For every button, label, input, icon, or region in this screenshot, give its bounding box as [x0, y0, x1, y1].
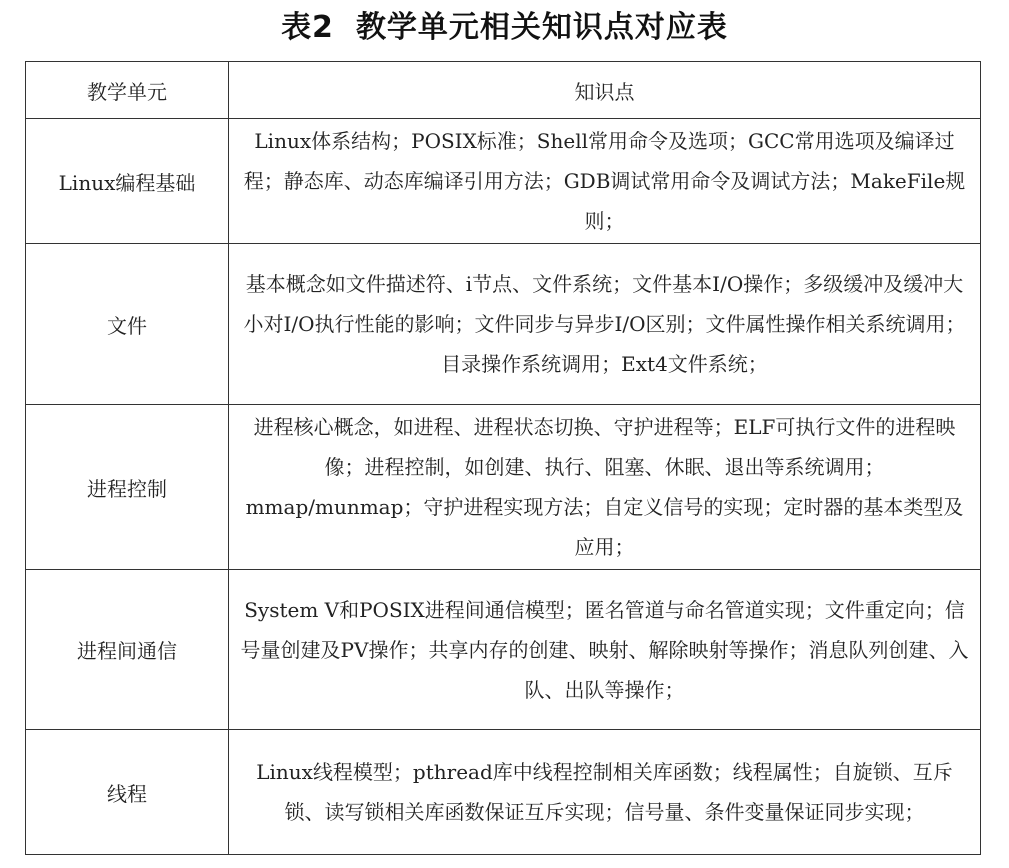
table-row: [26, 570, 981, 730]
header-row: [26, 62, 981, 119]
points-cell: 基本概念如文件描述符、i节点、文件系统；文件基本I/O操作；多级缓冲及缓冲大小对I/O执行性能的影响；文件同步与异步I/O区别；文件属性操作相关系统调用；目录操作系统调用；Ext4文件系统；: [229, 244, 981, 405]
table-row: [26, 730, 981, 855]
header-points: 知识点: [229, 62, 981, 119]
table-number: 表2: [281, 10, 334, 45]
points-cell: Linux线程模型；pthread库中线程控制相关库函数；线程属性；自旋锁、互斥锁、读写锁相关库函数保证互斥实现；信号量、条件变量保证同步实现；: [229, 730, 981, 855]
unit-cell: 进程间通信: [26, 570, 229, 730]
table-caption: [0, 6, 1009, 50]
table-title: 教学单元相关知识点对应表: [355, 10, 728, 45]
header-unit: 教学单元: [26, 62, 229, 119]
table-row: [26, 244, 981, 405]
table-row: [26, 405, 981, 570]
points-cell: Linux体系结构；POSIX标准；Shell常用命令及选项；GCC常用选项及编译过程；静态库、动态库编译引用方法；GDB调试常用命令及调试方法；MakeFile规则；: [229, 119, 981, 244]
points-cell: System V和POSIX进程间通信模型；匿名管道与命名管道实现；文件重定向；信号量创建及PV操作；共享内存的创建、映射、解除映射等操作；消息队列创建、入队、出队等操作；: [229, 570, 981, 730]
knowledge-point-table: [25, 61, 981, 855]
unit-cell: 文件: [26, 244, 229, 405]
unit-cell: 线程: [26, 730, 229, 855]
points-cell: 进程核心概念，如进程、进程状态切换、守护进程等；ELF可执行文件的进程映像；进程控制，如创建、执行、阻塞、休眠、退出等系统调用；mmap/munmap；守护进程实现方法；自定义信号的实现；定时器的基本类型及应用；: [229, 405, 981, 570]
table-row: [26, 119, 981, 244]
unit-cell: Linux编程基础: [26, 119, 229, 244]
unit-cell: 进程控制: [26, 405, 229, 570]
